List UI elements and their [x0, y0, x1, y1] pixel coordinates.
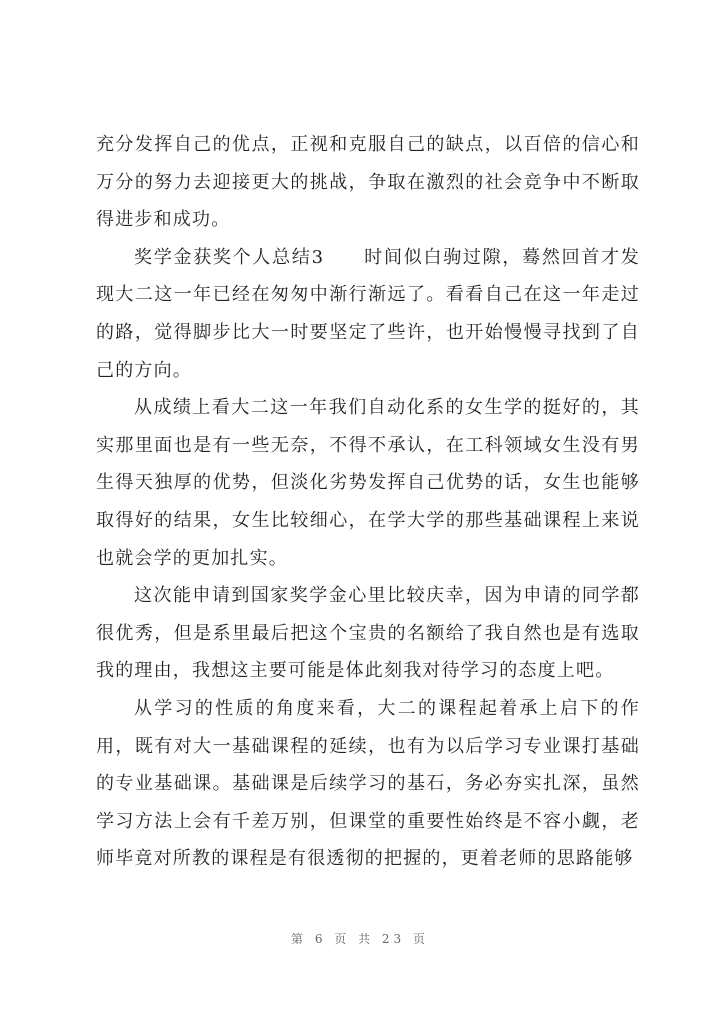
- document-body: [96, 126, 640, 878]
- paragraph-study: 从学习的性质的角度来看，大二的课程起着承上启下的作用，既有对大一基础课程的延续，也有为以后学习专业课打基础的专业基础课。基础课是后续学习的基石，务必夯实扎深，虽然学习方法上会有千差万别，但课堂的重要性始终是不容小觑，老师毕竟对所教的课程是有很透彻的把握的，更着老师的思路能够: [96, 697, 640, 870]
- paragraph-summary-3: 奖学金获奖个人总结3 时间似白驹过隙，蓦然回首才发现大二这一年已经在匆匆中渐行渐远了。看看自己在这一年走过的路，觉得脚步比大一时要坚定了些许，也开始慢慢寻找到了自己的方向。: [96, 246, 640, 381]
- paragraph-grades: 从成绩上看大二这一年我们自动化系的女生学的挺好的，其实那里面也是有一些无奈，不得不承认，在工科领域女生没有男生得天独厚的优势，但淡化劣势发挥自己优势的话，女生也能够取得好的结果，女生比较细心，在学大学的那些基础课程上来说也就会学的更加扎实。: [96, 397, 640, 569]
- page-number-footer: 第 6 页 共 23 页: [291, 932, 429, 946]
- paragraph-scholarship: 这次能申请到国家奖学金心里比较庆幸，因为申请的同学都很优秀，但是系里最后把这个宝贵的名额给了我自然也是有选取我的理由，我想这主要可能是体此刻我对待学习的态度上吧。: [96, 585, 640, 682]
- paragraph-continuation: 充分发挥自己的优点，正视和克服自己的缺点，以百倍的信心和万分的努力去迎接更大的挑战，争取在激烈的社会竞争中不断取得进步和成功。: [96, 134, 640, 231]
